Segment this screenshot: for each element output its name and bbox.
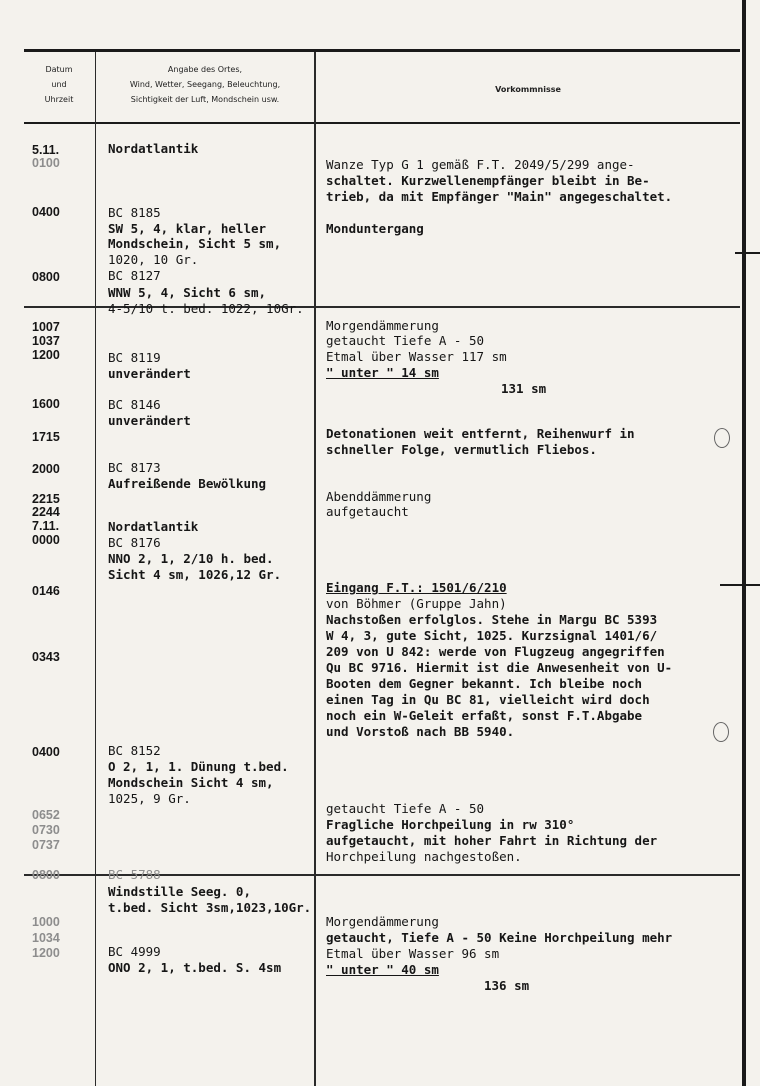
- event-line: " unter " 40 sm: [326, 962, 439, 977]
- place-entry: BC 8152: [108, 743, 161, 758]
- time-entry: 1037: [32, 334, 60, 348]
- event-line: von Böhmer (Gruppe Jahn): [326, 596, 507, 611]
- header-place-line: Sichtigkeit der Luft, Mondschein usw.: [130, 95, 280, 104]
- punch-hole-mark: [714, 428, 730, 448]
- time-entry: 1200: [32, 946, 60, 960]
- place-entry: BC 8146: [108, 397, 161, 412]
- event-line: Detonationen weit entfernt, Reihenwurf in: [326, 426, 635, 441]
- place-entry: Nordatlantik: [108, 141, 199, 156]
- event-line: W 4, 3, gute Sicht, 1025. Kurzsignal 1401/6/: [326, 628, 658, 643]
- time-entry: 5.11.: [32, 143, 60, 157]
- time-entry: 0800: [32, 868, 60, 882]
- time-entry: 2244: [32, 505, 60, 519]
- event-line: noch ein W-Geleit erfaßt, sonst F.T.Abgabe: [326, 708, 643, 723]
- event-line: Fragliche Horchpeilung in rw 310°: [326, 817, 575, 832]
- event-line: getaucht, Tiefe A - 50 Keine Horchpeilung mehr: [326, 930, 673, 945]
- header-place-line: Angabe des Ortes,: [167, 65, 243, 74]
- edge-mark: [735, 252, 760, 254]
- time-entry: 0737: [32, 838, 60, 852]
- time-entry: 0343: [32, 650, 60, 664]
- event-line: aufgetaucht, mit hoher Fahrt in Richtung der: [326, 833, 658, 848]
- place-entry: 1020, 10 Gr.: [108, 252, 199, 267]
- header-time-column: [26, 62, 92, 107]
- punch-hole-mark: [713, 722, 729, 742]
- time-entry: 0652: [32, 808, 60, 822]
- event-line: Abenddämmerung: [326, 489, 432, 504]
- place-entry: Windstille Seeg. 0,: [108, 884, 251, 899]
- place-entry: ONO 2, 1, t.bed. S. 4sm: [108, 960, 282, 975]
- place-entry: BC 4999: [108, 944, 161, 959]
- time-entry: 1600: [32, 397, 60, 411]
- time-entry: 0000: [32, 533, 60, 547]
- event-line: einen Tag in Qu BC 81, vielleicht wird doch: [326, 692, 650, 707]
- event-line: Etmal über Wasser 117 sm: [326, 349, 507, 364]
- place-entry: 1025, 9 Gr.: [108, 791, 191, 806]
- time-entry: 0100: [32, 156, 60, 170]
- place-entry: WNW 5, 4, Sicht 6 sm,: [108, 285, 267, 300]
- event-line: Monduntergang: [326, 221, 424, 236]
- place-entry: BC 8185: [108, 205, 161, 220]
- time-entry: 1034: [32, 931, 60, 945]
- place-entry: NNO 2, 1, 2/10 h. bed.: [108, 551, 274, 566]
- column-divider: [95, 52, 96, 1086]
- place-entry: SW 5, 4, klar, heller: [108, 221, 267, 236]
- header-time-line: Uhrzeit: [44, 95, 74, 104]
- event-line: Wanze Typ G 1 gemäß F.T. 2049/5/299 ange-: [326, 157, 635, 172]
- place-entry: Mondschein Sicht 4 sm,: [108, 775, 274, 790]
- event-line: Horchpeilung nachgestoßen.: [326, 849, 522, 864]
- header-time-line: und: [51, 80, 67, 89]
- event-line: getaucht Tiefe A - 50: [326, 333, 485, 348]
- event-line: trieb, da mit Empfänger "Main" angegeschaltet.: [326, 189, 673, 204]
- page-edge: [742, 0, 746, 1086]
- time-entry: 0400: [32, 745, 60, 759]
- event-line: Qu BC 9716. Hiermit ist die Anwesenheit von U-: [326, 660, 673, 675]
- place-entry: 4-5/10 t. bed. 1022, 10Gr.: [108, 301, 304, 316]
- time-entry: 0730: [32, 823, 60, 837]
- column-divider: [314, 52, 316, 1086]
- place-entry: Nordatlantik: [108, 519, 199, 534]
- time-entry: 0146: [32, 584, 60, 598]
- time-entry: 0400: [32, 205, 60, 219]
- place-entry: Sicht 4 sm, 1026,12 Gr.: [108, 567, 282, 582]
- event-line: Morgendämmerung: [326, 318, 439, 333]
- place-entry: Mondschein, Sicht 5 sm,: [108, 236, 282, 251]
- place-entry: BC 8119: [108, 350, 161, 365]
- place-entry: t.bed. Sicht 3sm,1023,10Gr.: [108, 900, 312, 915]
- event-line: Eingang F.T.: 1501/6/210: [326, 580, 507, 595]
- event-line: 131 sm: [501, 381, 547, 396]
- edge-mark: [720, 584, 760, 586]
- header-time-line: Datum: [45, 65, 73, 74]
- time-entry: 1007: [32, 320, 60, 334]
- place-entry: O 2, 1, 1. Dünung t.bed.: [108, 759, 289, 774]
- place-entry: unverändert: [108, 413, 191, 428]
- event-line: und Vorstoß nach BB 5940.: [326, 724, 515, 739]
- time-entry: 1000: [32, 915, 60, 929]
- time-entry: 0800: [32, 270, 60, 284]
- time-entry: 2215: [32, 492, 60, 506]
- header-bottom-rule: [24, 122, 740, 124]
- place-entry: Aufreißende Bewölkung: [108, 476, 267, 491]
- place-entry: BC 8173: [108, 460, 161, 475]
- place-entry: unverändert: [108, 366, 191, 381]
- event-line: aufgetaucht: [326, 504, 409, 519]
- header-events-column: Vorkommnisse: [495, 85, 561, 94]
- table-top-rule: [24, 49, 740, 52]
- event-line: 209 von U 842: werde von Flugzeug angegriffen: [326, 644, 665, 659]
- header-place-line: Wind, Wetter, Seegang, Beleuchtung,: [129, 80, 281, 89]
- event-line: Nachstoßen erfolglos. Stehe in Margu BC 5393: [326, 612, 658, 627]
- place-entry: BC 8176: [108, 535, 161, 550]
- event-line: 136 sm: [484, 978, 530, 993]
- place-entry: BC 5788: [108, 867, 161, 882]
- time-entry: 1715: [32, 430, 60, 444]
- event-line: Morgendämmerung: [326, 914, 439, 929]
- place-entry: BC 8127: [108, 268, 161, 283]
- event-line: Etmal über Wasser 96 sm: [326, 946, 500, 961]
- event-line: schaltet. Kurzwellenempfänger bleibt in Be-: [326, 173, 650, 188]
- event-line: " unter " 14 sm: [326, 365, 439, 380]
- event-line: schneller Folge, vermutlich Fliebos.: [326, 442, 597, 457]
- time-entry: 7.11.: [32, 519, 60, 533]
- header-place-column: [98, 62, 312, 107]
- event-line: getaucht Tiefe A - 50: [326, 801, 485, 816]
- time-entry: 2000: [32, 462, 60, 476]
- time-entry: 1200: [32, 348, 60, 362]
- event-line: Booten dem Gegner bekannt. Ich bleibe noch: [326, 676, 643, 691]
